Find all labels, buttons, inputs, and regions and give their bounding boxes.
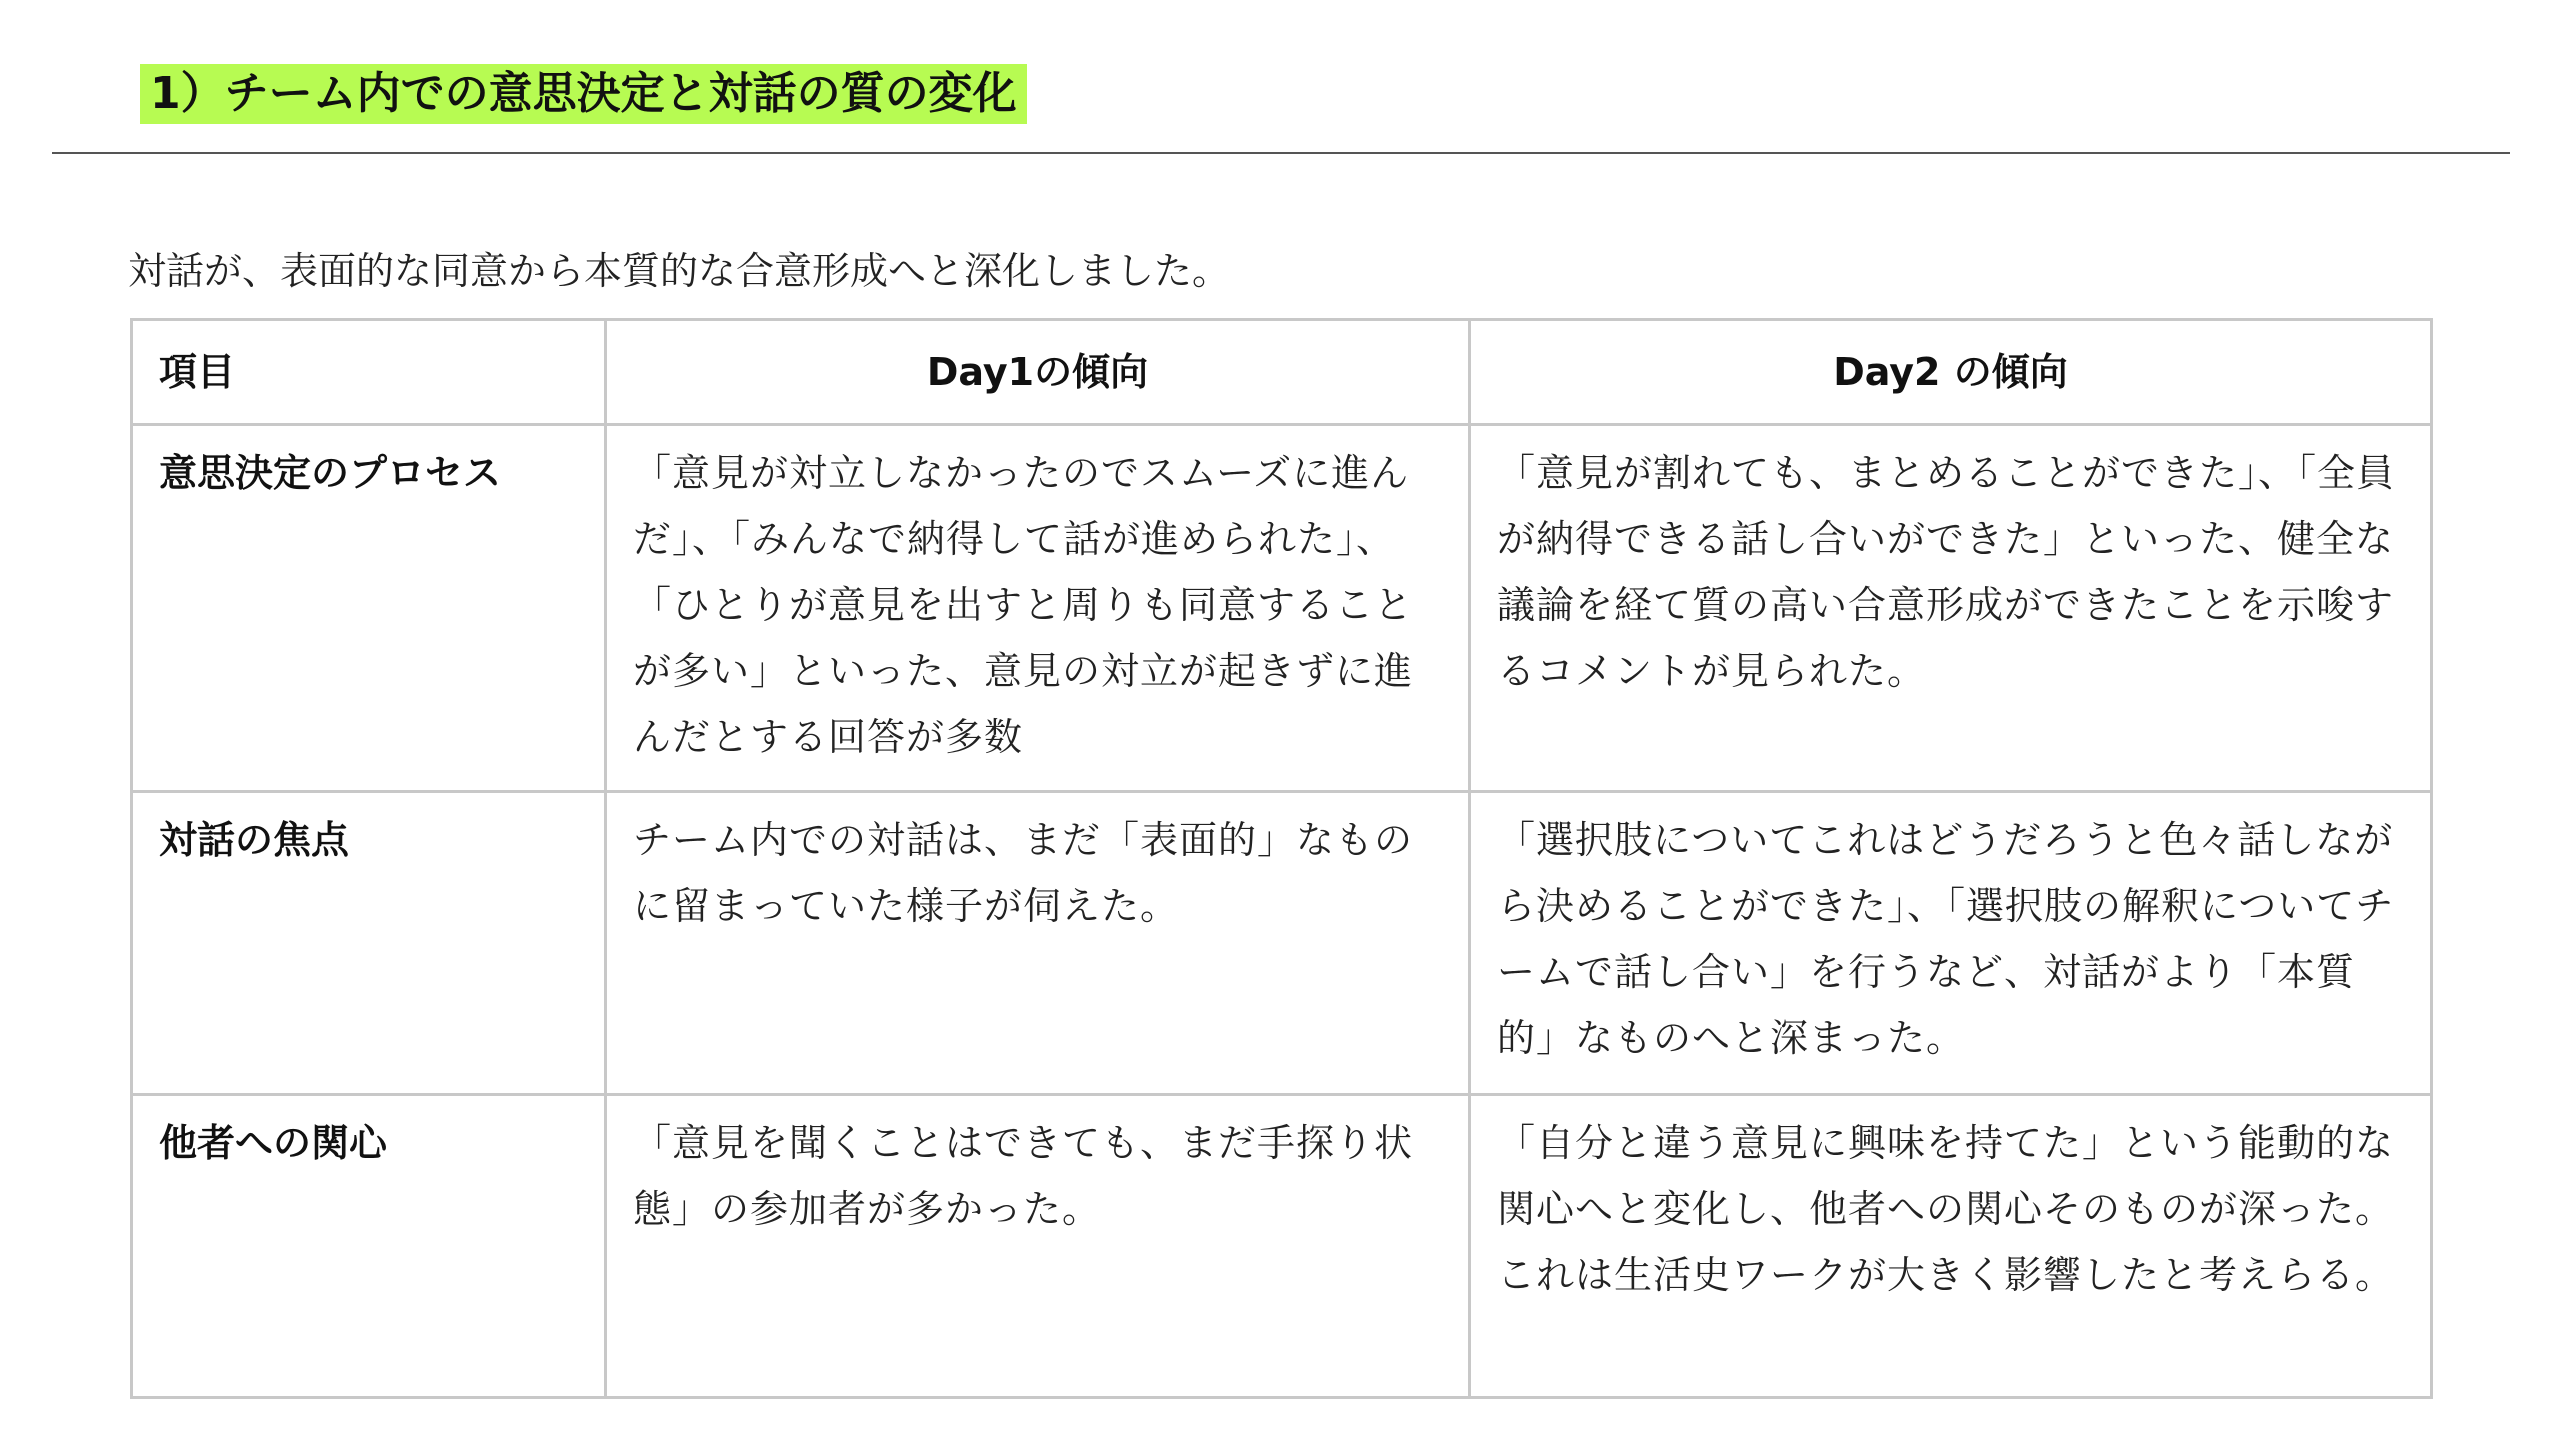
comparison-table (130, 318, 2433, 1399)
intro-text: 対話が、表面的な同意から本質的な合意形成へと深化しました。 (128, 249, 1231, 293)
row-day2-interest-in-others: 「自分と違う意見に興味を持てた」という能動的な関心へと変化し、他者への関心そのものが深った。これは生活史ワークが大きく影響したと考えらる。 (1470, 1095, 2432, 1398)
row-item-interest-in-others: 他者への関心 (132, 1095, 606, 1398)
row-day2-decision-process: 「意見が割れても、まとめることができた」、「全員が納得できる話し合いができた」といった、健全な議論を経て質の高い合意形成ができたことを示唆するコメントが見られた。 (1470, 425, 2432, 792)
row-day1-interest-in-others: 「意見を聞くことはできても、まだ手探り状態」の参加者が多かった。 (606, 1095, 1470, 1398)
header-item: 項目 (132, 320, 606, 425)
heading-divider (52, 152, 2510, 154)
table-row (132, 792, 2432, 1095)
row-item-decision-process: 意思決定のプロセス (132, 425, 606, 792)
table-row (132, 1095, 2432, 1398)
row-day2-dialogue-focus: 「選択肢についてこれはどうだろうと色々話しながら決めることができた」、「選択肢の解釈についてチームで話し合い」を行うなど、対話がより「本質的」なものへと深まった。 (1470, 792, 2432, 1095)
section-heading: 1）チーム内での意思決定と対話の質の変化 (140, 64, 1027, 124)
row-day1-decision-process: 「意見が対立しなかったのでスムーズに進んだ」、「みんなで納得して話が進められた」、「ひとりが意見を出すと周りも同意することが多い」といった、意見の対立が起きずに進んだとする回答が多数 (606, 425, 1470, 792)
row-item-dialogue-focus: 対話の焦点 (132, 792, 606, 1095)
table-header-row (132, 320, 2432, 425)
header-day1: Day1の傾向 (606, 320, 1470, 425)
header-day2: Day2 の傾向 (1470, 320, 2432, 425)
row-day1-dialogue-focus: チーム内での対話は、まだ「表面的」なものに留まっていた様子が伺えた。 (606, 792, 1470, 1095)
table-row (132, 425, 2432, 792)
